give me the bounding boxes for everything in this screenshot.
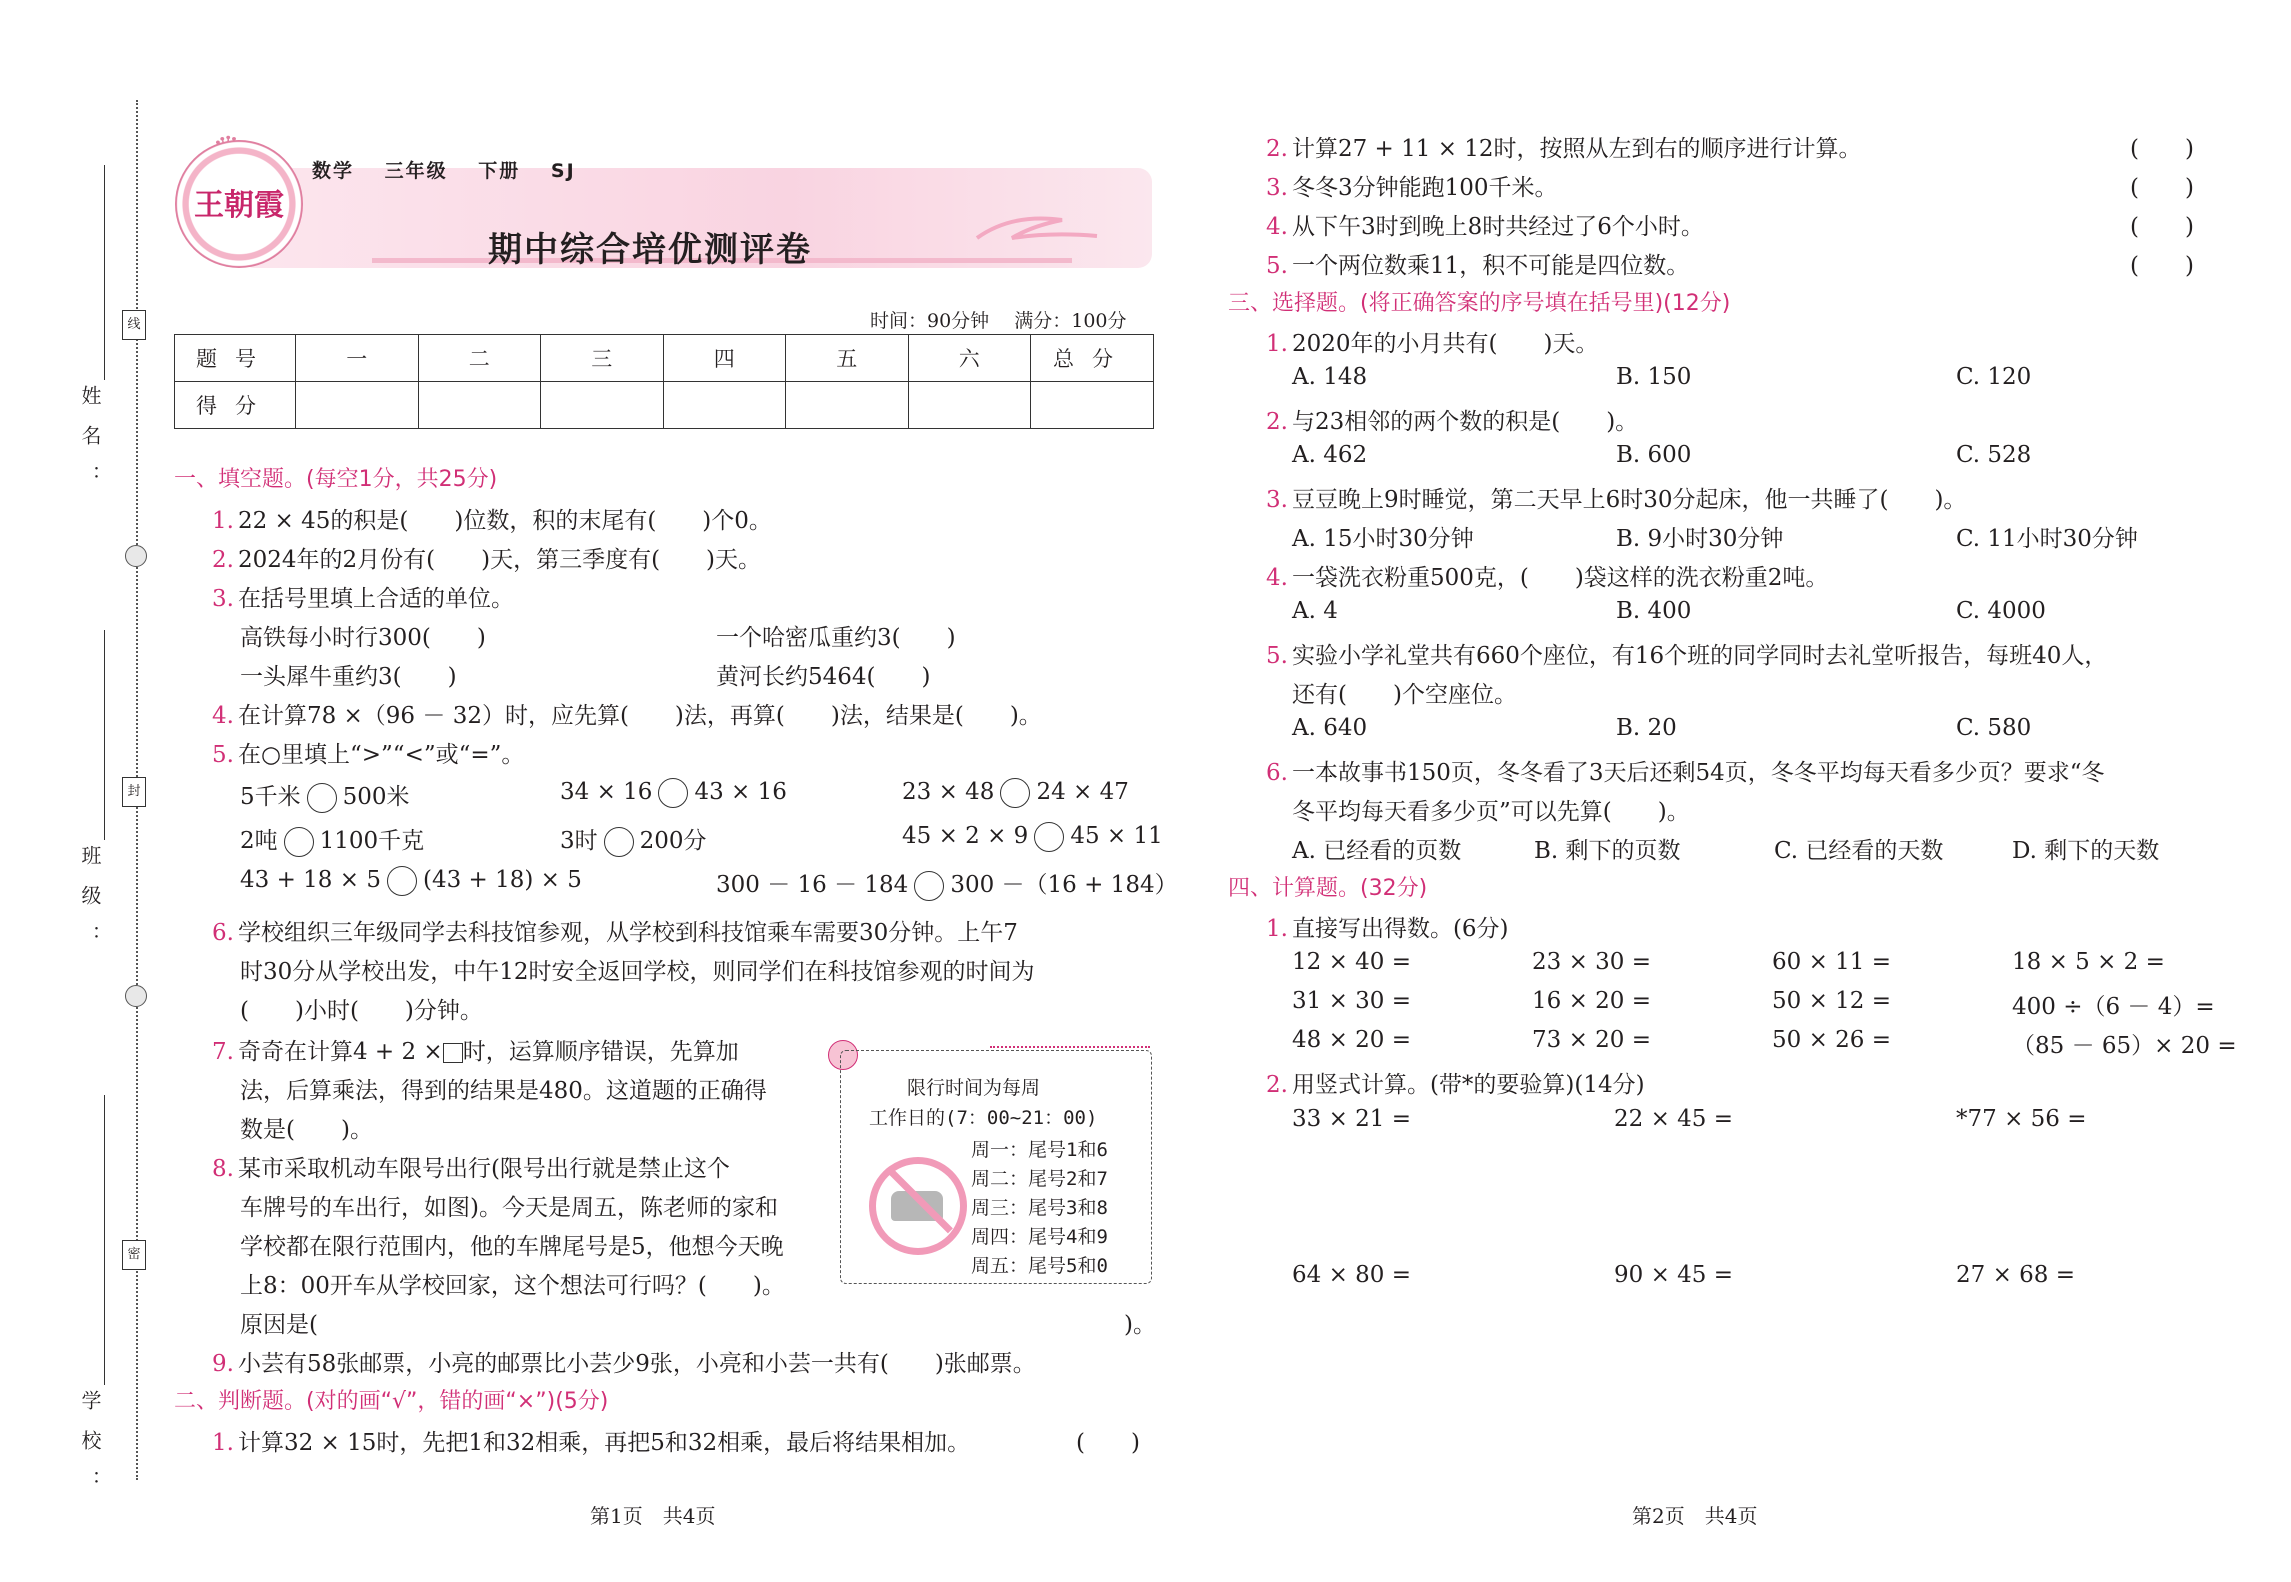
score-table-cell: 二	[418, 335, 541, 382]
s3-q5b: 还有( )个空座位。	[1292, 682, 1517, 708]
logo-text: 王朝霞	[194, 188, 284, 223]
option[interactable]: C. 120	[1956, 364, 2032, 390]
page-number-right: 第2页 共4页	[1632, 1504, 1758, 1528]
exam-meta	[870, 306, 1127, 333]
score-table-cell: 六	[908, 335, 1031, 382]
s1-q8b: 车牌号的车出行，如图)。今天是周五，陈老师的家和	[240, 1195, 778, 1221]
subject-line	[312, 156, 598, 183]
vertical-calc: 22 × 45 =	[1614, 1106, 1734, 1132]
option[interactable]: C. 4000	[1956, 598, 2046, 624]
s1-q3c: 一头犀牛重约3( )	[240, 664, 457, 690]
mark-line: 线	[122, 310, 146, 340]
edition: SJ	[550, 160, 576, 182]
exam-full-score: 满分：100分	[1014, 310, 1127, 332]
compare-circle[interactable]	[604, 827, 634, 857]
compare-item: 3时 200分	[560, 822, 707, 857]
option[interactable]: B. 9小时30分钟	[1616, 526, 1784, 552]
option[interactable]: B. 150	[1616, 364, 1692, 390]
oral-calc: 18 × 5 × 2 =	[2012, 949, 2165, 975]
compare-circle[interactable]	[387, 866, 417, 896]
subject: 数学	[312, 160, 355, 182]
right-page	[1180, 0, 2291, 1582]
compare-item: 34 × 16 43 × 16	[560, 778, 787, 808]
s1-q8e-end: )。	[1124, 1312, 1156, 1338]
s1-q3-text: 在括号里填上合适的单位。	[237, 586, 514, 612]
s4-q1: 1. 直接写出得数。(6分)	[1266, 916, 1509, 942]
s1-q9: 9. 小芸有58张邮票，小亮的邮票比小芸少9张，小亮和小芸一共有( )张邮票。	[212, 1351, 1036, 1377]
section3-title: 三、选择题。(将正确答案的序号填在括号里)(12分)	[1228, 291, 1731, 316]
grade: 三年级	[384, 160, 448, 182]
s3-q2: 2. 与23相邻的两个数的积是( )。	[1266, 409, 1639, 435]
name-write-line	[104, 165, 105, 380]
vertical-calc: 90 × 45 =	[1614, 1262, 1734, 1288]
oral-calc: 60 × 11 =	[1772, 949, 1892, 975]
s3-q5a: 5. 实验小学礼堂共有660个座位，有16个班的同学同时去礼堂听报告，每班40人，	[1266, 643, 2108, 669]
option[interactable]: A. 已经看的页数	[1292, 838, 1462, 864]
section1-title: 一、填空题。(每空1分，共25分)	[174, 467, 498, 492]
s2-q2: 2. 计算27 + 11 × 12时，按照从左到右的顺序进行计算。	[1266, 136, 1862, 162]
score-table-cell: 五	[786, 335, 909, 382]
vertical-calc: 33 × 21 =	[1292, 1106, 1412, 1132]
oral-calc: （85 － 65）× 20 =	[2012, 1033, 2237, 1059]
compare-circle[interactable]	[284, 827, 314, 857]
no-car-sign-icon	[869, 1157, 967, 1255]
option[interactable]: D. 剩下的天数	[2012, 838, 2160, 864]
answer-paren[interactable]: ( )	[2130, 136, 2194, 162]
score-input-cell[interactable]	[541, 382, 664, 429]
s1-q8a: 8. 某市采取机动车限号出行(限号出行就是禁止这个	[212, 1156, 730, 1182]
s2-q3: 3. 冬冬3分钟能跑100千米。	[1266, 175, 1558, 201]
s1-q7a: 7. 奇奇在计算4 + 2 × 时，运算顺序错误，先算加	[212, 1039, 739, 1065]
option[interactable]: C. 528	[1956, 442, 2032, 468]
class-write-line	[104, 630, 105, 840]
s1-q4: 4. 在计算78 ×（96 － 32）时，应先算( )法，再算( )法，结果是( )。	[212, 703, 1042, 729]
s1-q6b: 时30分从学校出发，中午12时安全返回学校，则同学们在科技馆参观的时间为	[240, 959, 1035, 985]
oral-calc: 16 × 20 =	[1532, 988, 1652, 1014]
s3-q6a: 6. 一本故事书150页，冬冬看了3天后还剩54页，冬冬平均每天看多少页？要求“冬	[1266, 760, 2105, 786]
s3-q1: 1. 2020年的小月共有( )天。	[1266, 331, 1599, 357]
score-table-header-row	[175, 335, 1154, 382]
swirl-decoration	[972, 208, 1102, 248]
vertical-calc: 27 × 68 =	[1956, 1262, 2076, 1288]
option[interactable]: C. 580	[1956, 715, 2032, 741]
page-number-left: 第1页 共4页	[590, 1504, 716, 1528]
s2-q4: 4. 从下午3时到晚上8时共经过了6个小时。	[1266, 214, 1704, 240]
oral-calc: 50 × 12 =	[1772, 988, 1892, 1014]
score-table-score-row	[175, 382, 1154, 429]
s1-q5: 5. 在○里填上“>”“<”或“=”。	[212, 742, 525, 768]
option[interactable]: A. 148	[1292, 364, 1368, 390]
score-table-cell: 总分	[1031, 335, 1154, 382]
exam-time: 时间：90分钟	[870, 310, 990, 332]
score-table-cell: 三	[541, 335, 664, 382]
s1-q6c: ( )小时( )分钟。	[240, 998, 483, 1024]
score-input-cell[interactable]	[418, 382, 541, 429]
option[interactable]: B. 600	[1616, 442, 1692, 468]
compare-circle[interactable]	[307, 783, 337, 813]
option[interactable]: B. 剩下的页数	[1534, 838, 1681, 864]
compare-circle[interactable]	[914, 871, 944, 901]
answer-paren[interactable]: ( )	[2130, 175, 2194, 201]
score-input-cell[interactable]	[786, 382, 909, 429]
term: 下册	[478, 160, 521, 182]
compare-item: 23 × 48 24 × 47	[902, 778, 1129, 808]
compare-circle[interactable]	[1034, 822, 1064, 852]
school-label: 学校：	[78, 1390, 102, 1510]
compare-item: 300 － 16 － 184 300 －（16 + 184）	[716, 866, 1178, 901]
s1-q3b: 一个哈密瓜重约3( )	[716, 625, 956, 651]
score-table	[174, 334, 1154, 429]
compare-item: 45 × 2 × 9 45 × 11	[902, 822, 1163, 852]
s3-q6b: 冬平均每天看多少页”可以先算( )。	[1292, 799, 1690, 825]
option[interactable]: B. 20	[1616, 715, 1677, 741]
option[interactable]: C. 已经看的天数	[1774, 838, 1944, 864]
notice-line2: 工作日的(7：00~21：00)	[869, 1107, 1098, 1129]
binding-hole	[125, 985, 147, 1007]
score-input-cell[interactable]	[296, 382, 419, 429]
section2-title: 二、判断题。(对的画“√”，错的画“×”)(5分)	[174, 1389, 609, 1414]
s3-q4: 4. 一袋洗衣粉重500克，( )袋这样的洗衣粉重2吨。	[1266, 565, 1829, 591]
score-table-cell: 四	[663, 335, 786, 382]
notice-day: 周二：尾号2和7	[971, 1168, 1108, 1190]
binding-hole	[125, 545, 147, 567]
oral-calc: 73 × 20 =	[1532, 1027, 1652, 1053]
s1-q1: 1. 22 × 45的积是( )位数，积的末尾有( )个0。	[212, 508, 772, 534]
brand-logo	[175, 140, 303, 268]
vertical-calc: *77 × 56 =	[1956, 1106, 2087, 1132]
s1-q7c: 数是( )。	[240, 1117, 373, 1143]
compare-circle[interactable]	[1000, 778, 1030, 808]
option[interactable]: B. 400	[1616, 598, 1692, 624]
oral-calc: 31 × 30 =	[1292, 988, 1412, 1014]
vertical-calc: 64 × 80 =	[1292, 1262, 1412, 1288]
mark-seal: 封	[122, 777, 146, 807]
s3-q3: 3. 豆豆晚上9时睡觉，第二天早上6时30分起床，他一共睡了( )。	[1266, 487, 1967, 513]
s1-q4-text: 在计算78 ×（96 － 32）时，应先算( )法，再算( )法，结果是( )。	[237, 703, 1042, 729]
compare-item: 5千米 500米	[240, 778, 410, 813]
s4-q2: 2. 用竖式计算。(带*的要验算)(14分)	[1266, 1072, 1645, 1098]
s1-q1-text: 22 × 45的积是( )位数，积的末尾有( )个0。	[237, 508, 772, 534]
s1-q8d: 上8：00开车从学校回家，这个想法可行吗？( )。	[240, 1273, 785, 1299]
compare-item: 43 + 18 × 5 (43 + 18) × 5	[240, 866, 582, 896]
notice-day: 周四：尾号4和9	[971, 1226, 1108, 1248]
exam-title: 期中综合培优测评卷	[488, 230, 812, 270]
answer-paren[interactable]: ( )	[2130, 253, 2194, 279]
notice-line1: 限行时间为每周	[907, 1077, 1041, 1099]
score-input-cell[interactable]	[1031, 382, 1154, 429]
notice-day: 周五：尾号5和0	[971, 1255, 1108, 1277]
s1-q5-text: 在○里填上“>”“<”或“=”。	[237, 742, 525, 768]
oral-calc: 23 × 30 =	[1532, 949, 1652, 975]
s1-q2: 2. 2024年的2月份有( )天，第三季度有( )天。	[212, 547, 762, 573]
s1-q6a: 6. 学校组织三年级同学去科技馆参观，从学校到科技馆乘车需要30分钟。上午7	[212, 920, 1018, 946]
s1-q3: 3. 在括号里填上合适的单位。	[212, 586, 514, 612]
oral-calc: 400 ÷（6 － 4）=	[2012, 994, 2215, 1020]
compare-circle[interactable]	[658, 778, 688, 808]
section4-title: 四、计算题。(32分)	[1228, 876, 1428, 901]
blank-square	[443, 1043, 463, 1063]
score-table-cell: 题号	[175, 335, 296, 382]
traffic-restriction-notice	[840, 1050, 1152, 1284]
oral-calc: 48 × 20 =	[1292, 1027, 1412, 1053]
oral-calc: 50 × 26 =	[1772, 1027, 1892, 1053]
option[interactable]: C. 11小时30分钟	[1956, 526, 2138, 552]
oral-calc: 12 × 40 =	[1292, 949, 1412, 975]
answer-paren[interactable]: ( )	[2130, 214, 2194, 240]
option[interactable]: A. 4	[1292, 598, 1338, 624]
s2-q1: 1. 计算32 × 15时，先把1和32相乘，再把5和32相乘，最后将结果相加。	[212, 1430, 971, 1456]
score-input-cell[interactable]	[663, 382, 786, 429]
s1-q2-text: 2024年的2月份有( )天，第三季度有( )天。	[237, 547, 762, 573]
notice-day: 周三：尾号3和8	[971, 1197, 1108, 1219]
notice-day: 周一：尾号1和6	[971, 1139, 1108, 1161]
option[interactable]: A. 640	[1292, 715, 1368, 741]
mark-secret: 密	[122, 1240, 146, 1270]
score-row-label: 得分	[175, 382, 296, 429]
score-input-cell[interactable]	[908, 382, 1031, 429]
s2-q5: 5. 一个两位数乘11，积不可能是四位数。	[1266, 253, 1690, 279]
option[interactable]: A. 15小时30分钟	[1292, 526, 1474, 552]
option[interactable]: A. 462	[1292, 442, 1368, 468]
name-label: 姓名：	[78, 385, 102, 505]
s1-q3a: 高铁每小时行300( )	[240, 625, 486, 651]
class-label: 班级：	[78, 845, 102, 965]
s1-q8c: 学校都在限行范围内，他的车牌尾号是5，他想今天晚	[240, 1234, 784, 1260]
s1-q8e: 原因是(	[240, 1312, 318, 1338]
compare-item: 2吨 1100千克	[240, 822, 424, 857]
school-write-line	[104, 1095, 105, 1385]
s1-q3d: 黄河长约5464( )	[716, 664, 931, 690]
s1-q7b: 法，后算乘法，得到的结果是480。这道题的正确得	[240, 1078, 767, 1104]
score-table-cell: 一	[296, 335, 419, 382]
answer-paren[interactable]: ( )	[1076, 1430, 1140, 1456]
